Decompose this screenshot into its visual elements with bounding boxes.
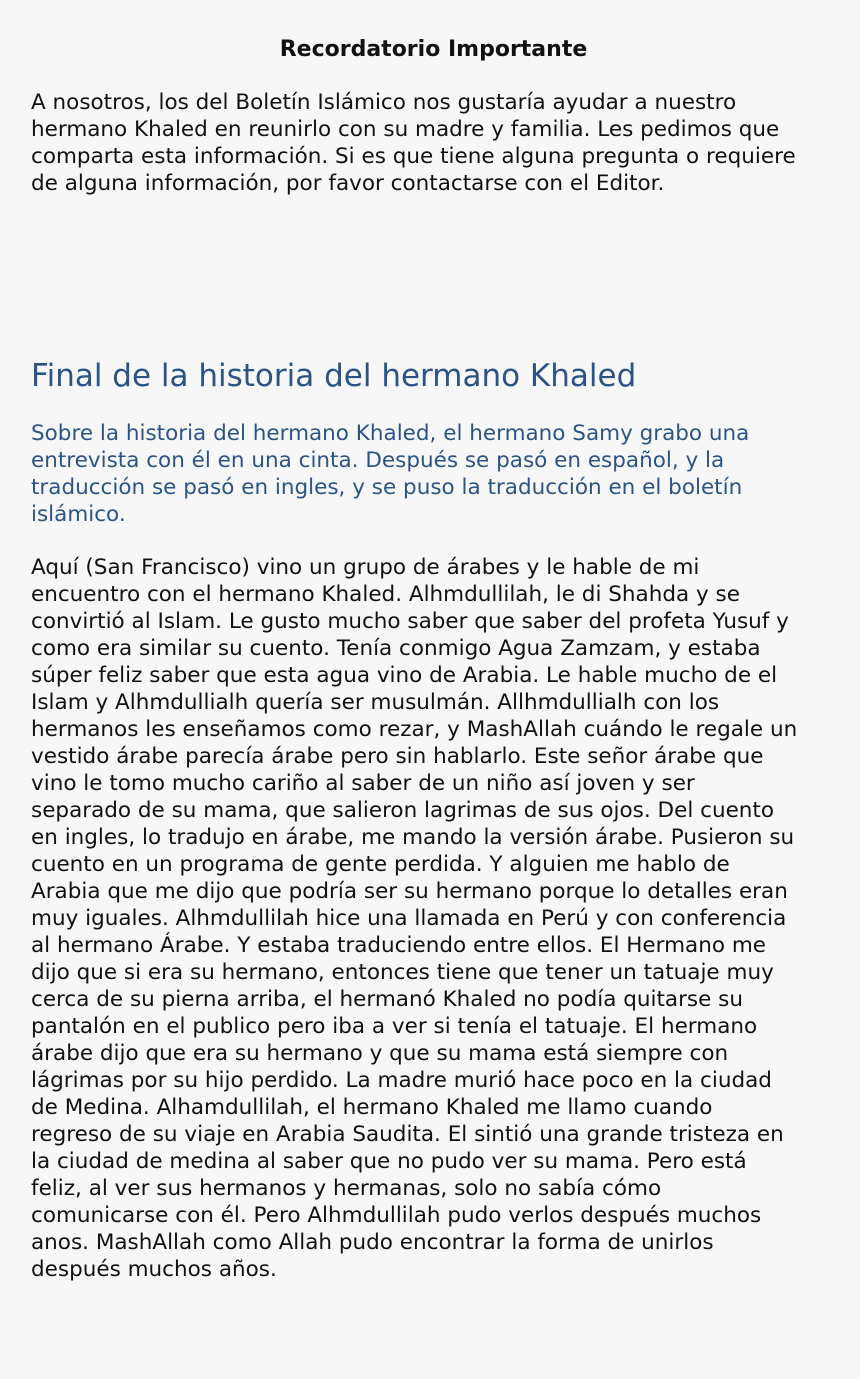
reminder-title: Recordatorio Importante xyxy=(279,37,588,62)
story-body-paragraph: Aquí (San Francisco) vino un grupo de árabes y le hable de mi encuentro con el hermano Khaled. Alhmdullilah, le di Shahda y se convirtió al Islam. Le gusto mucho saber que saber del profeta Yusuf y como era similar su cuento. Tenía conmigo Agua Zamzam, y estaba súper feliz saber que esta agua vino de Arabia. Le hable mucho de el Islam y Alhmdullialh quería ser musulmán. Allhmdullialh con los hermanos les enseñamos como rezar, y MashAllah cuándo le regale un vestido árabe parecía árabe pero sin hablarlo. Este señor árabe que vino le tomo mucho cariño al saber de un niño así joven y ser separado de su mama, que salieron lagrimas de sus ojos. Del cuento en ingles, lo tradujo en árabe, me mando la versión árabe. Pusieron su cuento en un programa de gente perdida. Y alguien me hablo de Arabia que me dijo que podría ser su hermano porque lo detalles eran muy iguales. Alhmdullilah hice una llamada en Perú y con conferencia al hermano Árabe. Y estaba traduciendo entre ellos. El Hermano me dijo que si era su hermano, entonces tiene que tener un tatuaje muy cerca de su pierna arriba, el hermanó Khaled no podía quitarse su pantalón en el publico pero iba a ver si tenía el tatuaje. El hermano árabe dijo que era su hermano y que su mama está siempre con lágrimas por su hijo perdido. La madre murió hace poco en la ciudad de Medina. Alhamdullilah, el hermano Khaled me llamo cuando regreso de su viaje en Arabia Saudita. El sintió una grande tristeza en la ciudad de medina al saber que no pudo ver su mama. Pero está feliz, al ver sus hermanos y hermanas, solo no sabía cómo comunicarse con él. Pero Alhmdullilah pudo verlos después muchos anos. MashAllah como Allah pudo encontrar la forma de unirlos después muchos años. xyxy=(31,555,798,1282)
reminder-paragraph: A nosotros, los del Boletín Islámico nos gustaría ayudar a nuestro hermano Khaled en reunirlo con su madre y familia. Les pedimos que comparta esta información. Si es que tiene alguna pregunta o requiere de alguna información, por favor contactarse con el Editor. xyxy=(31,90,796,196)
story-intro-paragraph: Sobre la historia del hermano Khaled, el hermano Samy grabo una entrevista con él en una cinta. Después se pasó en español, y la traducción se pasó en ingles, y se puso la traducción en el boletín islámico. xyxy=(31,421,750,527)
story-title: Final de la historia del hermano Khaled xyxy=(31,358,637,394)
